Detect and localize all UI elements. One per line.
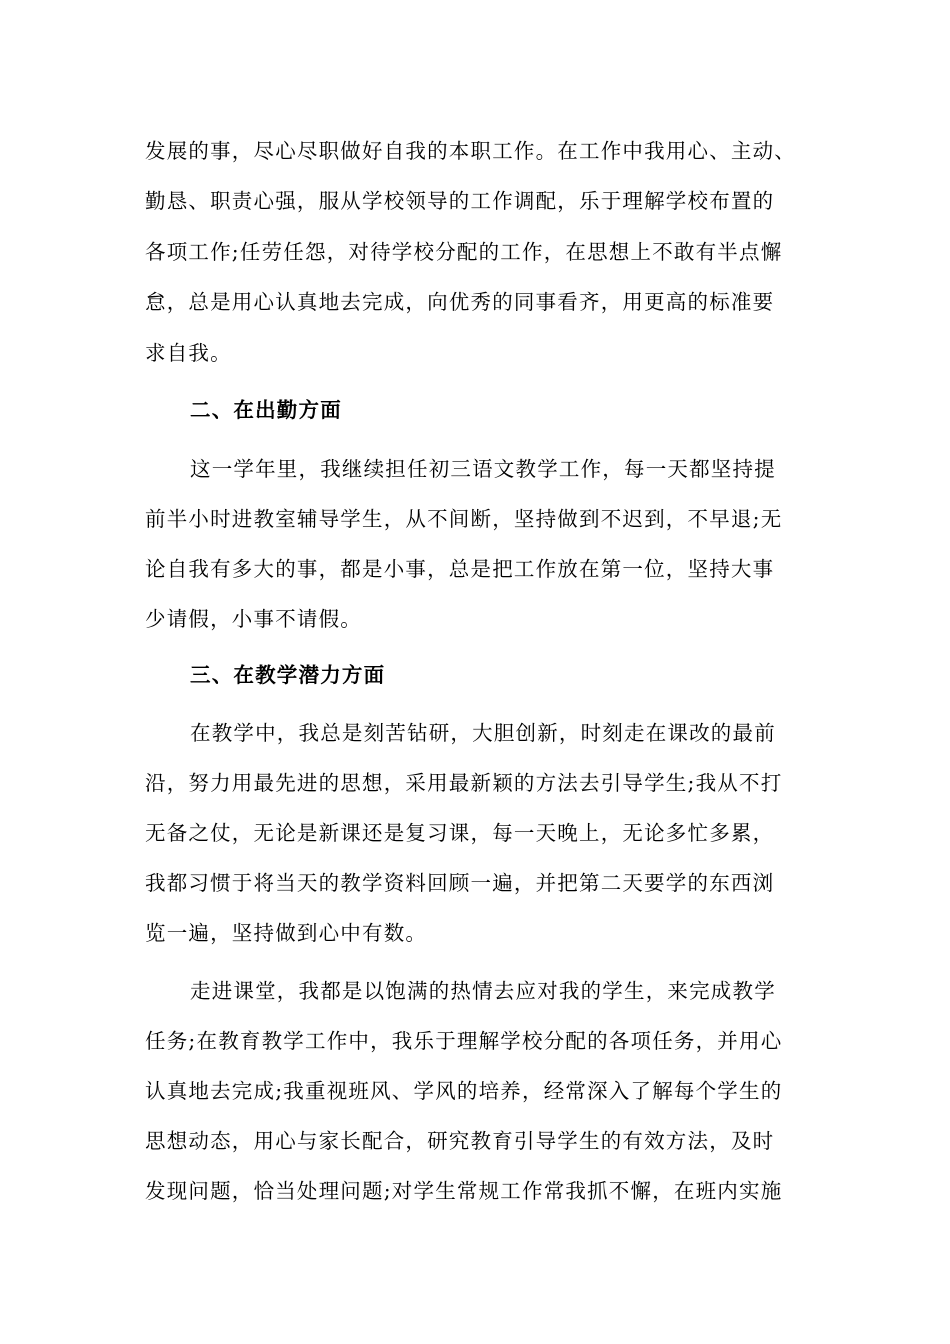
paragraph-line: 览一遍，坚持做到心中有数。 bbox=[145, 921, 428, 945]
paragraph-line: 发展的事，尽心尽职做好自我的本职工作。在工作中我用心、主动、 bbox=[145, 139, 796, 163]
paragraph-line: 思想动态，用心与家长配合，研究教育引导学生的有效方法，及时 bbox=[145, 1129, 775, 1153]
paragraph-line: 各项工作;任劳任怨，对待学校分配的工作，在思想上不敢有半点懈 bbox=[145, 240, 783, 264]
paragraph-line: 认真地去完成;我重视班风、学风的培养，经常深入了解每个学生的 bbox=[145, 1079, 783, 1103]
section-heading-attendance: 二、在出勤方面 bbox=[190, 398, 342, 422]
section-heading-teaching: 三、在教学潜力方面 bbox=[190, 663, 386, 687]
paragraph-line: 前半小时进教室辅导学生，从不间断，坚持做到不迟到，不早退;无 bbox=[145, 507, 783, 531]
paragraph-line: 勤恳、职责心强，服从学校领导的工作调配，乐于理解学校布置的 bbox=[145, 189, 775, 213]
paragraph-line: 怠，总是用心认真地去完成，向优秀的同事看齐，用更高的标准要 bbox=[145, 290, 775, 314]
paragraph-line: 发现问题，恰当处理问题;对学生常规工作常我抓不懈，在班内实施 bbox=[145, 1179, 783, 1203]
paragraph-line: 论自我有多大的事，都是小事，总是把工作放在第一位，坚持大事 bbox=[145, 557, 775, 581]
paragraph-line: 我都习惯于将当天的教学资料回顾一遍，并把第二天要学的东西浏 bbox=[145, 871, 775, 895]
paragraph-line: 在教学中，我总是刻苦钻研，大胆创新，时刻走在课改的最前 bbox=[190, 721, 776, 745]
paragraph-line: 这一学年里，我继续担任初三语文教学工作，每一天都坚持提 bbox=[190, 457, 776, 481]
paragraph-line: 少请假，小事不请假。 bbox=[145, 607, 362, 631]
paragraph-line: 任务;在教育教学工作中，我乐于理解学校分配的各项任务，并用心 bbox=[145, 1029, 783, 1053]
paragraph-line: 求自我。 bbox=[145, 341, 232, 365]
paragraph-line: 走进课堂，我都是以饱满的热情去应对我的学生，来完成教学 bbox=[190, 979, 776, 1003]
paragraph-line: 无备之仗，无论是新课还是复习课，每一天晚上，无论多忙多累， bbox=[145, 821, 775, 845]
paragraph-line: 沿，努力用最先进的思想，采用最新颖的方法去引导学生;我从不打 bbox=[145, 771, 783, 795]
